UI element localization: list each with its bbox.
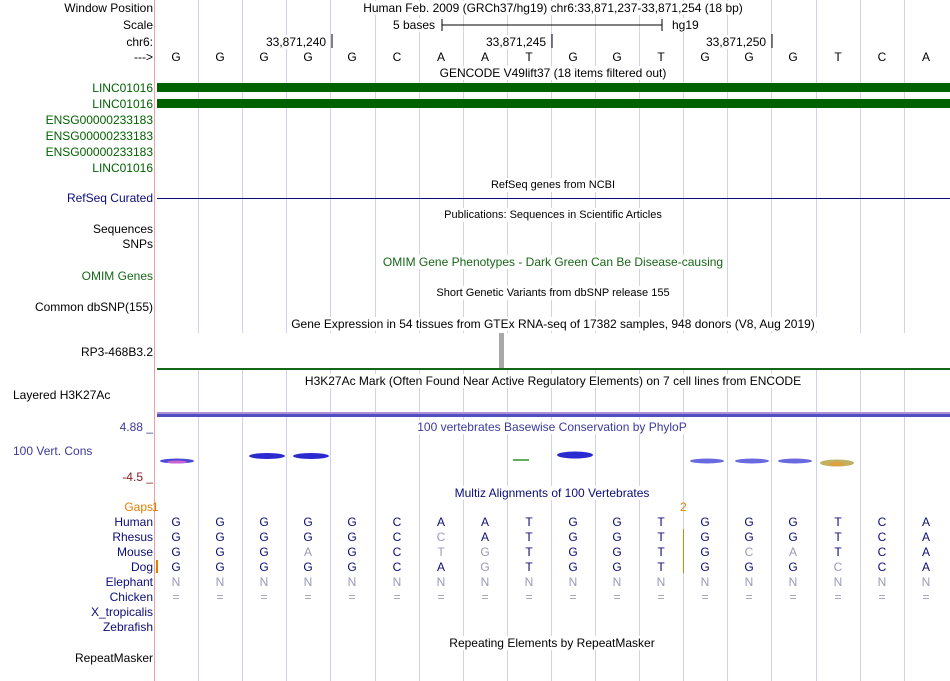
alignment-base: N [171, 575, 181, 589]
phylop-label[interactable]: 100 Vert. Cons [13, 444, 93, 458]
alignment-base: N [877, 575, 887, 589]
sequence-base: G [788, 50, 798, 64]
assembly-position-text[interactable]: Human Feb. 2009 (GRCh37/hg19) chr6:33,871,237-33,871,254 (18 bp) [360, 1, 746, 15]
alignment-base: A [921, 515, 930, 529]
alignment-base: = [437, 590, 445, 604]
alignment-base: C [744, 545, 754, 559]
alignment-base: T [525, 515, 533, 529]
alignment-base: N [788, 575, 798, 589]
alignment-base: A [921, 545, 930, 559]
species-label[interactable]: Chicken [109, 590, 153, 604]
alignment-base: = [525, 590, 533, 604]
alignment-base: G [568, 515, 578, 529]
alignment-base: G [612, 545, 622, 559]
alignment-base: N [568, 575, 578, 589]
window-position-label: Window Position [64, 1, 153, 15]
alignment-base: = [393, 590, 401, 604]
species-label[interactable]: Zebrafish [102, 620, 153, 634]
alignment-base: G [568, 545, 578, 559]
omim-track-title: OMIM Gene Phenotypes - Dark Green Can Be Disease-causing [382, 255, 724, 269]
strand-arrow-label[interactable]: ---> [134, 50, 153, 64]
species-label[interactable]: Rhesus [112, 530, 153, 544]
sequence-base: T [834, 50, 842, 64]
alignment-base: G [700, 560, 710, 574]
alignment-base: A [303, 545, 312, 559]
ruler-tick-marks [320, 34, 780, 50]
gencode-item-3[interactable]: ENSG00000233183 [45, 113, 153, 127]
sequence-base: G [744, 50, 754, 64]
sequence-base: G [612, 50, 622, 64]
species-label[interactable]: Elephant [105, 575, 153, 589]
publications-track-title: Publications: Sequences in Scientific Articles [444, 209, 662, 221]
alignment-base: G [700, 530, 710, 544]
alignment-base: C [877, 515, 887, 529]
phylop-max-label: 4.88 _ [119, 420, 153, 434]
alignment-base: G [303, 560, 313, 574]
alignment-base: = [657, 590, 665, 604]
alignment-base: G [612, 530, 622, 544]
alignment-base: G [259, 530, 269, 544]
gencode-feature-2[interactable] [157, 99, 950, 108]
alignment-base: = [569, 590, 577, 604]
alignment-base: A [788, 545, 797, 559]
alignment-base: = [304, 590, 312, 604]
sequence-base: G [171, 50, 181, 64]
gtex-track-area[interactable] [157, 333, 950, 369]
alignment-base: G [303, 515, 313, 529]
alignment-base: G [215, 545, 225, 559]
ruler-tick-1: 33,871,240 [266, 35, 327, 49]
alignment-base: G [744, 560, 754, 574]
h3k27ac-label[interactable]: Layered H3K27Ac [13, 388, 111, 402]
alignment-base: G [480, 560, 490, 574]
alignment-base: G [259, 515, 269, 529]
alignment-base: T [657, 515, 665, 529]
alignment-base: G [215, 560, 225, 574]
alignment-base: N [436, 575, 446, 589]
sequence-base: C [392, 50, 402, 64]
alignment-base: = [701, 590, 709, 604]
alignment-base: G [788, 530, 798, 544]
gtex-track-title: Gene Expression in 54 tissues from GTEx RNA-seq of 17382 samples, 948 donors (V8, Aug 2019) [291, 317, 815, 331]
alignment-base: G [347, 560, 357, 574]
alignment-base: C [392, 560, 402, 574]
alignment-base: G [480, 545, 490, 559]
scale-label: Scale [122, 18, 153, 32]
alignment-base: C [392, 545, 402, 559]
ruler-tick-3: 33,871,250 [706, 35, 767, 49]
sequence-base: A [921, 50, 930, 64]
alignment-base: G [259, 560, 269, 574]
alignment-base: N [259, 575, 269, 589]
alignment-base: = [613, 590, 621, 604]
species-label[interactable]: Human [114, 515, 153, 529]
alignment-base: N [392, 575, 402, 589]
sequences-label[interactable]: Sequences [92, 222, 153, 236]
sequence-base: G [347, 50, 357, 64]
phylop-track-title: 100 vertebrates Basewise Conservation by PhyloP [417, 420, 687, 434]
alignment-base: T [834, 545, 842, 559]
gencode-feature-1[interactable] [157, 83, 950, 92]
alignment-base: C [877, 560, 887, 574]
sequence-base: A [436, 50, 445, 64]
alignment-base: G [259, 545, 269, 559]
alignment-base: N [612, 575, 622, 589]
alignment-base: A [480, 515, 489, 529]
alignment-base: G [171, 560, 181, 574]
snps-label[interactable]: SNPs [122, 237, 153, 251]
sequence-base: G [215, 50, 225, 64]
sequence-base: C [877, 50, 887, 64]
refseq-feature-line[interactable] [157, 198, 950, 199]
alignment-base: A [436, 560, 445, 574]
scale-db-label: hg19 [672, 18, 699, 32]
alignment-base: G [788, 515, 798, 529]
alignment-base: G [788, 560, 798, 574]
alignment-base: = [481, 590, 489, 604]
dbsnp-track-title: Short Genetic Variants from dbSNP release 155 [436, 287, 670, 299]
gencode-track-title: GENCODE V49lift37 (18 items filtered out) [439, 66, 667, 80]
alignment-base: = [348, 590, 356, 604]
gencode-item-1[interactable]: LINC01016 [92, 81, 153, 95]
alignment-base: G [215, 515, 225, 529]
ruler-tick-2: 33,871,245 [486, 35, 547, 49]
alignment-base: A [436, 515, 445, 529]
alignment-base: G [700, 545, 710, 559]
alignment-base: N [700, 575, 710, 589]
dbsnp-label[interactable]: Common dbSNP(155) [34, 300, 153, 314]
alignment-base: N [347, 575, 357, 589]
alignment-base: N [744, 575, 754, 589]
gencode-item-2[interactable]: LINC01016 [92, 97, 153, 111]
alignment-base: G [568, 560, 578, 574]
species-label[interactable]: Dog [130, 560, 153, 574]
alignment-base: G [612, 515, 622, 529]
alignment-base: = [834, 590, 842, 604]
alignment-base: G [568, 530, 578, 544]
alignment-base: C [392, 515, 402, 529]
sequence-base: G [568, 50, 578, 64]
alignment-base: C [436, 530, 446, 544]
gencode-item-4[interactable]: ENSG00000233183 [45, 129, 153, 143]
chr-label: chr6: [126, 35, 153, 49]
alignment-base: = [878, 590, 886, 604]
scale-bar [440, 17, 666, 33]
alignment-base: = [260, 590, 268, 604]
multiz-gap-mark-1: 1 [152, 500, 159, 514]
multiz-dog-left-mark [156, 560, 158, 573]
sequence-base: G [700, 50, 710, 64]
alignment-base: T [525, 560, 533, 574]
sequence-base: G [259, 50, 269, 64]
alignment-base: = [922, 590, 930, 604]
alignment-base: G [303, 530, 313, 544]
alignment-base: C [877, 545, 887, 559]
gtex-gene-label[interactable]: RP3-468B3.2 [80, 345, 153, 359]
multiz-gaps-label: Gaps [124, 500, 153, 514]
alignment-base: G [744, 515, 754, 529]
alignment-base: G [700, 515, 710, 529]
alignment-base: = [172, 590, 180, 604]
repeatmasker-label[interactable]: RepeatMasker [74, 651, 153, 665]
species-label[interactable]: Mouse [116, 545, 153, 559]
alignment-base: = [745, 590, 753, 604]
alignment-base: A [921, 560, 930, 574]
gtex-expression-bar[interactable] [499, 333, 504, 368]
multiz-gap-mark-2: 2 [680, 500, 687, 514]
alignment-base: A [921, 530, 930, 544]
phylop-wiggle[interactable] [157, 446, 950, 472]
sequence-base: A [480, 50, 489, 64]
sequence-base: T [525, 50, 533, 64]
h3k27ac-track-title: H3K27Ac Mark (Often Found Near Active Regulatory Elements) on 7 cell lines from ENCODE [304, 374, 802, 388]
alignment-base: T [657, 545, 665, 559]
alignment-base: G [744, 530, 754, 544]
alignment-base: G [612, 560, 622, 574]
alignment-base: C [392, 530, 402, 544]
alignment-base: N [833, 575, 843, 589]
alignment-base: T [834, 515, 842, 529]
alignment-base: = [789, 590, 797, 604]
alignment-base: G [171, 515, 181, 529]
alignment-base: G [347, 530, 357, 544]
alignment-base: G [171, 545, 181, 559]
alignment-base: C [877, 530, 887, 544]
refseq-track-title: RefSeq genes from NCBI [490, 179, 616, 191]
phylop-min-label: -4.5 _ [122, 470, 153, 484]
alignment-base: A [480, 530, 489, 544]
alignment-base: T [657, 560, 665, 574]
alignment-base: N [303, 575, 313, 589]
alignment-base: G [347, 545, 357, 559]
alignment-base: N [921, 575, 931, 589]
species-label[interactable]: X_tropicalis [90, 605, 153, 619]
alignment-base: = [216, 590, 224, 604]
multiz-track-title: Multiz Alignments of 100 Vertebrates [454, 486, 650, 500]
repeatmasker-track-title: Repeating Elements by RepeatMasker [449, 636, 655, 650]
alignment-base: G [347, 515, 357, 529]
alignment-base: N [480, 575, 490, 589]
sequence-base: T [657, 50, 665, 64]
alignment-base: N [524, 575, 534, 589]
alignment-base: T [525, 545, 533, 559]
scale-text: 5 bases [393, 18, 436, 32]
sequence-base: G [303, 50, 313, 64]
alignment-base: N [215, 575, 225, 589]
gencode-item-5[interactable]: ENSG00000233183 [45, 145, 153, 159]
multiz-insertion-mark [683, 529, 684, 573]
alignment-base: N [656, 575, 666, 589]
gencode-item-6[interactable]: LINC01016 [92, 161, 153, 175]
h3k27ac-signal-bottom [157, 414, 950, 417]
alignment-base: T [525, 530, 533, 544]
refseq-curated-label[interactable]: RefSeq Curated [66, 191, 153, 205]
gtex-gene-line[interactable] [157, 368, 950, 370]
alignment-base: T [834, 530, 842, 544]
alignment-base: C [833, 560, 843, 574]
alignment-base: G [171, 530, 181, 544]
alignment-base: G [215, 530, 225, 544]
alignment-base: T [437, 545, 445, 559]
alignment-base: T [657, 530, 665, 544]
omim-genes-label[interactable]: OMIM Genes [81, 269, 153, 283]
